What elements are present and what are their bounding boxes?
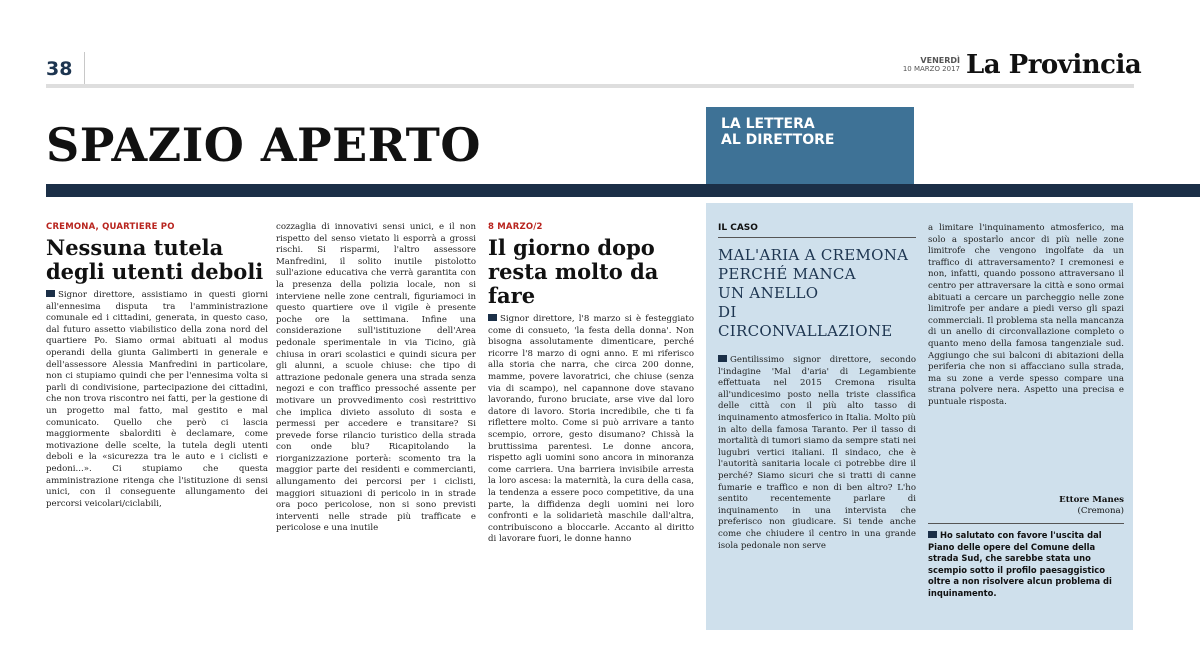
article-1-body-col2 <box>276 222 476 630</box>
article-2 <box>488 222 694 654</box>
masthead-logo: La Provincia <box>966 50 1142 80</box>
reply-rule <box>928 523 1124 524</box>
letter-text-col1: Gentilissimo signor direttore, secondo l'indagine 'Mal d'aria' di Legambiente effettuata nel 2015 Cremona risulta all'undicesimo posto nella triste classifica delle città con il più alto tasso di inquinamento atmosferico in Italia. Molto più in alto della famosa Taranto. Per il tasso di mortalità di tumori siamo da sempre stati nei lugubri vertici italiani. Il sindaco, che è l'autorità sanitaria locale ci potrebbe dire il perché? Siamo sicuri che si tratti di canne fumarie e traffico e non di ben altro? L'ho sentito recentemente parlare di inquinamento in una intervista che preferisco non giudicare. Si tende anche come che chiudere il centro in una grande isola pedonale non serve <box>718 355 916 551</box>
letter-text-col2: a limitare l'inquinamento atmosferico, ma solo a spostarlo ancor di più nelle zone limitrofe che vengono ingolfate da un traffico di attraversamento? I cremonesi e non, infatti, quando possono attraversano il centro per attraversare la città e sono ormai abituati a cercare un parcheggio nelle zone limitrofe per andare a piedi verso gli spazi commerciali. Il problema sta nella mancanza di un anello di circonvallazione completo o quanto meno della famosa tangenziale sud. Aggiungo che sui balconi di abitazioni della periferia che non si affacciano sulla strada, ma su zone a verde spesso compare una strana polvere nera. Aspetto una precisa e puntuale risposta. <box>928 223 1124 407</box>
letter-headline-line2: PERCHÉ MANCA <box>718 265 856 283</box>
article-1-headline-line1: Nessuna tutela <box>46 235 224 260</box>
letter-headline-line4: DI CIRCONVALLAZIONE <box>718 303 893 340</box>
article-1-text-col2: cozzaglia di innovativi sensi unici, e il non rispetto del senso vietato li esporrà a grossi rischi. Si risparmi, l'altro assessore Manfredini, il solito inutile pistolotto sull'azione educativa che verrà garantita con la presenza della polizia locale, non si interviene nelle zone centrali, figuriamoci in questo quartiere ove il vigile è presente poche ore la settimana. Infine una considerazione sull'istituzione dell'Area pedonale sperimentale in via Ticino, già chiusa in orari scolastici e quindi sicura per gli alunni, a scuole chiuse: che tipo di attrazione pedonale genera una strada senza negozi e con traffico pressoché assente per motivare un provvedimento così restrittivo che implica divieto assoluto di sosta e permessi per accedere e transitare? Si prevede forse rilancio turistico della strada con onde blu? Ricapitolando la riorganizzazione porterà: scomento tra la maggior parte dei residenti e commercianti, allungamento dei percorsi per i ciclisti, maggiori situazioni di pericolo in in strade ora poco pericolose, non si sono previsti interventi nelle strade più trafficate e pericolose e una inutile <box>276 222 476 534</box>
issue-date: 10 MARZO 2017 <box>902 65 960 73</box>
header-divider <box>84 52 85 86</box>
letter-col1 <box>718 223 916 655</box>
article-1-headline <box>46 236 268 284</box>
letter-label-rule <box>718 237 916 238</box>
article-2-body <box>488 314 694 654</box>
letter-body-col1 <box>718 355 916 655</box>
article-2-kicker: 8 MARZO/2 <box>488 222 543 232</box>
signature-name: Ettore Manes <box>1059 495 1124 505</box>
letter-box-line2: AL DIRETTORE <box>721 132 835 148</box>
letter-headline-line1: MAL'ARIA A CREMONA <box>718 246 909 264</box>
article-1-kicker: CREMONA, QUARTIERE PO <box>46 222 175 232</box>
letter-signature <box>928 495 1124 517</box>
article-1-body-col1 <box>46 290 268 630</box>
letter-box-line1: LA LETTERA <box>721 116 815 132</box>
paragraph-marker-icon <box>488 314 497 321</box>
article-2-headline <box>488 236 694 308</box>
page-number: 38 <box>46 58 73 80</box>
signature-place: (Cremona) <box>1077 506 1124 516</box>
article-2-text: Signor direttore, l'8 marzo si è festeggiato come di consueto, 'la festa della donna'. Non bisogna assolutamente dimenticare, perché ricorre l'8 marzo di ogni anno. E mi riferisco alla storia che narra, che circa 200 donne, mamme, povere lavoratrici, che chiuse (senza via di scampo), nel capannone dove stavano lavorando, furono bruciate, arse vive dal loro datore di lavoro. Storia incredibile, che ti fa riflettere molto. Come si può arrivare a tanto scempio, orrore, gesto disumano? Chissà la bruttissima parentesi. Le donne ancora, rispetto agli uomini sono ancora in minoranza come carriera. Una barriera invisibile arresta la loro ascesa: la maternità, la cura della casa, la tendenza a essere poco competitive, da una parte, la diffidenza degli uomini nei loro confronti e la solidarietà maschile dall'altra, contribuiscono a bloccarle. Accanto al diritto di lavorare fuori, le donne hanno <box>488 314 694 545</box>
editor-reply-text: Ho salutato con favore l'uscita dal Piano delle opere del Comune della strada Sud, che sarebbe stata uno scempio sotto il profilo paesaggistico oltre a non risolvere alcun problema di inquinamento. <box>928 530 1112 598</box>
editor-reply <box>928 530 1124 620</box>
letter-headline <box>718 246 916 341</box>
article-2-headline-line2: resta molto da fare <box>488 259 659 308</box>
article-1-headline-line2: degli utenti deboli <box>46 259 264 284</box>
article-1 <box>46 222 268 630</box>
weekday: VENERDÌ <box>920 56 960 65</box>
header-rule <box>46 84 1134 88</box>
section-bar <box>46 184 1200 197</box>
date-block <box>858 56 960 74</box>
paragraph-marker-icon <box>718 355 727 362</box>
letter-body-col2 <box>928 223 1124 485</box>
letter-label: IL CASO <box>718 223 758 233</box>
paragraph-marker-icon <box>928 531 937 538</box>
letter-col2 <box>928 223 1124 620</box>
letter-headline-line3: UN ANELLO <box>718 284 819 302</box>
section-title: SPAZIO APERTO <box>46 118 481 172</box>
article-2-headline-line1: Il giorno dopo <box>488 235 655 260</box>
paragraph-marker-icon <box>46 290 55 297</box>
article-1-text-col1: Signor direttore, assistiamo in questi giorni all'ennesima disputa tra l'amministrazione comunale ed i cittadini, generata, in questo caso, dal futuro assetto viabilistico della zona nord del quartiere Po. Siamo ormai abituati al modus operandi della giunta Galimberti in generale e dell'assessore Alessia Manfredini in particolare, non ci stupiamo quindi che per l'ennesima volta si parli di condivisione, partecipazione dei cittadini, che non trova riscontro nei fatti, per la gestione di un progetto mal fatto, mal gestito e mal comunicato. Quello che però ci lascia maggiormente sbalorditi è declamare, come motivazione delle scelte, la tutela degli utenti deboli e la «sicurezza tra le auto e i ciclisti e pedoni...». Ci stupiamo che questa amministrazione ritenga che l'istituzione di sensi unici, con il conseguente allungamento dei percorsi veicolari/ciclabili, <box>46 290 268 509</box>
